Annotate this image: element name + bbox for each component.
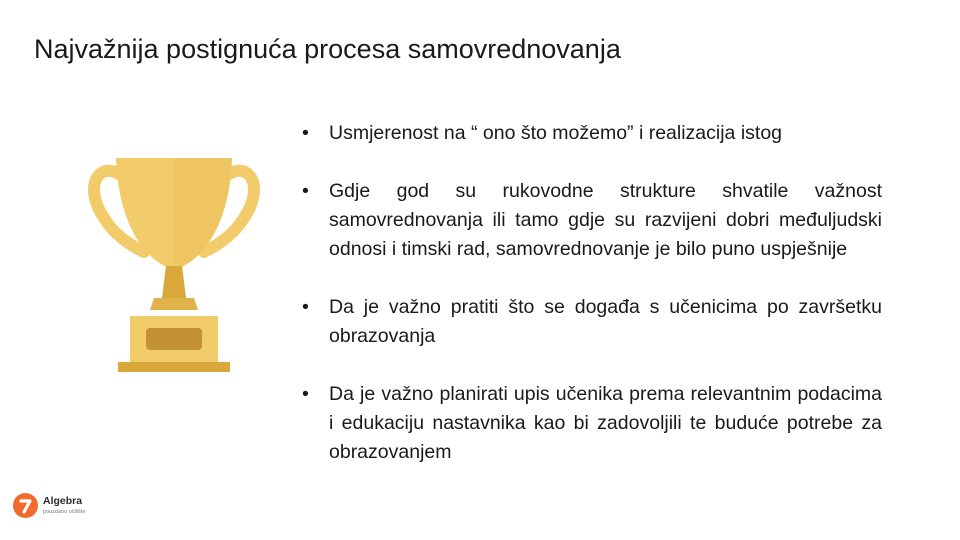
bullet-text: Da je važno planirati upis učenika prema relevantnim podacima i edukaciju nastavnika kao bi zadovoljili te buduće potrebe za obrazovanjem: [329, 383, 882, 463]
trophy-icon: [86, 152, 262, 382]
bullet-item: [300, 119, 882, 148]
logo-tagline: pouzdano učilište: [43, 509, 86, 515]
bullet-marker: •: [302, 383, 309, 405]
bullet-item: [300, 293, 882, 351]
bullet-marker: •: [302, 296, 309, 318]
algebra-logo-mark-icon: [13, 493, 38, 518]
algebra-logo: [13, 491, 93, 521]
slide-title: Najvažnija postignuća procesa samovrednovanja: [34, 34, 621, 64]
bullet-marker: •: [302, 122, 309, 144]
bullet-item: [300, 177, 882, 264]
bullet-text: Da je važno pratiti što se događa s učenicima po završetku obrazovanja: [329, 296, 882, 347]
bullet-marker: •: [302, 180, 309, 202]
logo-name: Algebra: [43, 495, 83, 507]
bullet-list: [300, 119, 882, 467]
bullet-item: [300, 380, 882, 467]
bullet-text: Gdje god su rukovodne strukture shvatile važnost samovrednovanja ili tamo gdje su razvijeni dobri međuljudski odnosi i timski rad, samovrednovanje je bilo puno uspješnije: [329, 180, 882, 260]
bullet-text: Usmjerenost na “ ono što možemo” i realizacija istog: [329, 122, 783, 144]
